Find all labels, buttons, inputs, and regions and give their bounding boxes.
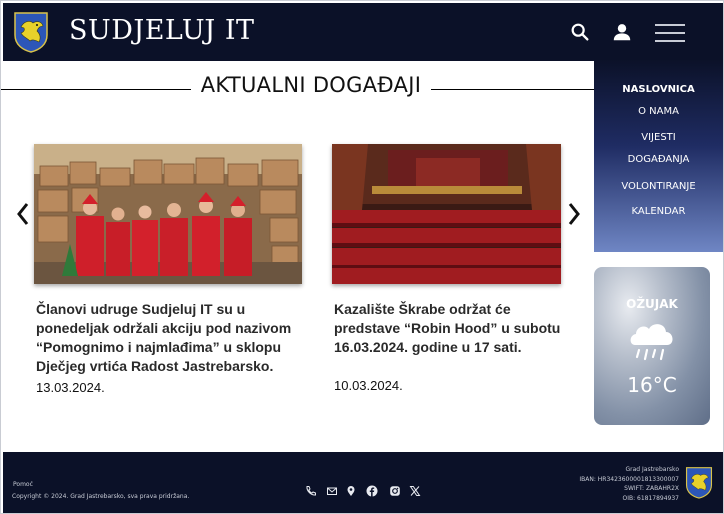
- nav-item-vijesti[interactable]: VIJESTI: [641, 132, 676, 143]
- coat-of-arms-logo[interactable]: [13, 11, 49, 53]
- weather-widget: [594, 267, 710, 425]
- facebook-icon[interactable]: [366, 485, 378, 497]
- section-title: AKTUALNI DOGAĐAJI: [200, 73, 422, 97]
- nav-item-volontiranje[interactable]: VOLONTIRANJE: [621, 181, 696, 192]
- event-date: 13.03.2024.: [36, 380, 105, 395]
- help-link[interactable]: Pomoć: [13, 481, 33, 488]
- nav-item-naslovnica[interactable]: NASLOVNICA: [622, 84, 695, 95]
- coat-of-arms-logo: [685, 466, 713, 499]
- rain-cloud-icon: [627, 319, 677, 363]
- divider: [431, 89, 595, 90]
- x-icon[interactable]: [409, 485, 421, 497]
- swift-text: SWIFT: ZABAHR2X: [624, 485, 679, 492]
- organization-name: Grad Jastrebarsko: [625, 466, 679, 473]
- iban-text: IBAN: HR3423600001813300007: [579, 475, 679, 483]
- nav-item-kalendar[interactable]: KALENDAR: [631, 206, 686, 217]
- hamburger-menu-icon[interactable]: [655, 24, 685, 44]
- nav-item-dogadanja[interactable]: DOGAĐANJA: [627, 154, 690, 165]
- weather-month: OŽUJAK: [626, 297, 678, 311]
- instagram-icon[interactable]: [389, 485, 401, 497]
- oib-text: OIB: 61817894937: [622, 494, 679, 502]
- search-icon[interactable]: [569, 21, 591, 43]
- event-title[interactable]: Kazalište Škrabe održat će predstave “Robin Hood” u subotu 16.03.2024. godine u 17 sati.: [334, 301, 561, 355]
- weather-temperature: 16°C: [627, 373, 677, 397]
- mail-icon[interactable]: [326, 485, 338, 497]
- divider: [1, 89, 191, 90]
- phone-icon[interactable]: [305, 485, 317, 497]
- footer: [3, 452, 723, 513]
- event-title[interactable]: Članovi udruge Sudjeluj IT su u ponedeljak održali akciju pod nazivom “Pomognimo i najmlađima” u sklopu Dječjeg vrtića Radost Jastrebarsko.: [36, 301, 292, 374]
- nav-item-o-nama[interactable]: O NAMA: [638, 106, 679, 117]
- header-bar: [3, 3, 723, 61]
- side-navigation: [594, 59, 723, 252]
- location-icon[interactable]: [345, 485, 357, 497]
- chevron-left-icon[interactable]: [15, 201, 31, 227]
- event-photo-theater[interactable]: [332, 144, 561, 284]
- event-photo-volunteers[interactable]: [34, 144, 302, 284]
- chevron-right-icon[interactable]: [566, 201, 582, 227]
- section-header: [1, 73, 595, 103]
- organization-info: [543, 465, 679, 503]
- copyright-text: Copyright © 2024. Grad Jastrebarsko, sva prava pridržana.: [12, 493, 190, 500]
- site-brand[interactable]: SUDJELUJ IT: [69, 15, 255, 46]
- event-date: 10.03.2024.: [334, 378, 403, 393]
- user-icon[interactable]: [611, 21, 633, 43]
